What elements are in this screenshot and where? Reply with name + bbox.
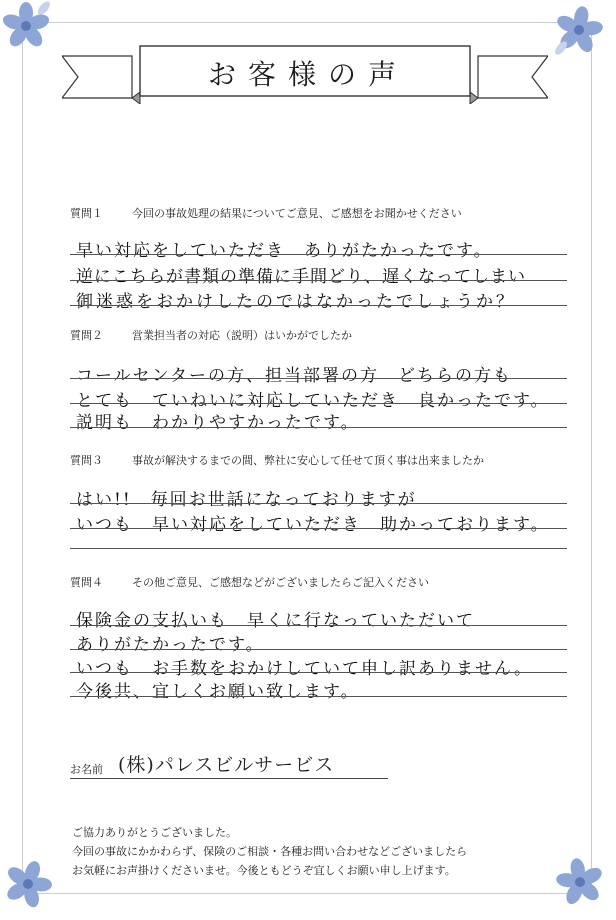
answer-rule-line — [70, 672, 567, 673]
answer-rule-line — [70, 649, 567, 650]
name-value: (株)パレスビルサービス — [118, 754, 335, 776]
question-2 — [70, 327, 352, 343]
question-number: 質問２ — [70, 329, 103, 342]
question-3 — [70, 452, 484, 468]
footer-note: 今回の事故にかかわらず、保険のご相談・各種お問い合わせなどございましたら — [72, 845, 468, 858]
question-1 — [70, 205, 462, 221]
handwritten-answer-line: はい!! 毎回お世話になっておりますが — [76, 490, 417, 510]
page-title: お客様の声 — [207, 58, 408, 91]
question-text: 今回の事故処理の結果についてご意見、ご感想をお聞かせください — [132, 207, 462, 220]
answer-rule-line — [70, 378, 567, 379]
answer-rule-line — [70, 254, 567, 255]
handwritten-answer-line: 御迷惑をおかけしたのではなかったでしょうか？ — [76, 292, 516, 312]
question-4 — [70, 574, 429, 590]
handwritten-answer-line: 逆にこちらが書類の準備に手間どり、遅くなってしまい — [76, 267, 526, 287]
flower-decoration-icon — [2, 858, 54, 910]
question-number: 質問１ — [70, 207, 103, 220]
handwritten-answer-line: ありがたかったです。 — [76, 635, 265, 655]
name-rule-line — [70, 778, 388, 779]
answer-rule-line — [70, 503, 567, 504]
handwritten-answer-line: 早い対応をしていただき ありがたかったです。 — [76, 241, 493, 261]
question-number: 質問３ — [70, 454, 103, 467]
question-number: 質問４ — [70, 576, 103, 589]
answer-rule-line — [70, 528, 567, 529]
footer-thanks: ご協力ありがとうございました。 — [72, 826, 237, 839]
answer-rule-line — [70, 403, 567, 404]
question-text: 事故が解決するまでの間、弊社に安心して任せて頂く事は出来ましたか — [132, 454, 484, 467]
question-text: 営業担当者の対応（説明）はいかがでしたか — [132, 329, 352, 342]
answer-rule-line — [70, 305, 567, 306]
flower-decoration-icon — [554, 856, 606, 908]
handwritten-answer-line: 今後共、宜しくお願い致します。 — [76, 682, 360, 702]
flower-decoration-icon — [0, 0, 52, 52]
answer-rule-line — [70, 280, 567, 281]
handwritten-answer-line: いつも 早い対応をしていただき 助かっております。 — [76, 515, 550, 535]
answer-rule-line — [70, 625, 567, 626]
answer-rule-line — [70, 548, 567, 549]
answer-rule-line — [70, 427, 567, 428]
handwritten-answer-line: コールセンターの方、担当部署の方 どちらの方も — [76, 366, 512, 386]
handwritten-answer-line: いつも お手数をおかけしていて申し訳ありません。 — [76, 659, 534, 679]
question-text: その他ご意見、ご感想などがございましたらご記入ください — [132, 576, 429, 589]
name-label: お名前 — [70, 763, 103, 776]
handwritten-answer-line: とても ていねいに対応していただき 良かったです。 — [76, 391, 550, 411]
handwritten-answer-line: 保険金の支払いも 早くに行なっていただいて — [76, 611, 475, 631]
handwritten-answer-line: 説明も わかりやすかったです。 — [76, 413, 360, 433]
flower-decoration-icon — [553, 4, 605, 56]
footer-note: お気軽にお声掛けくださいませ。今後ともどうぞ宜しくお願い申し上げます。 — [72, 864, 456, 877]
answer-rule-line — [70, 696, 567, 697]
